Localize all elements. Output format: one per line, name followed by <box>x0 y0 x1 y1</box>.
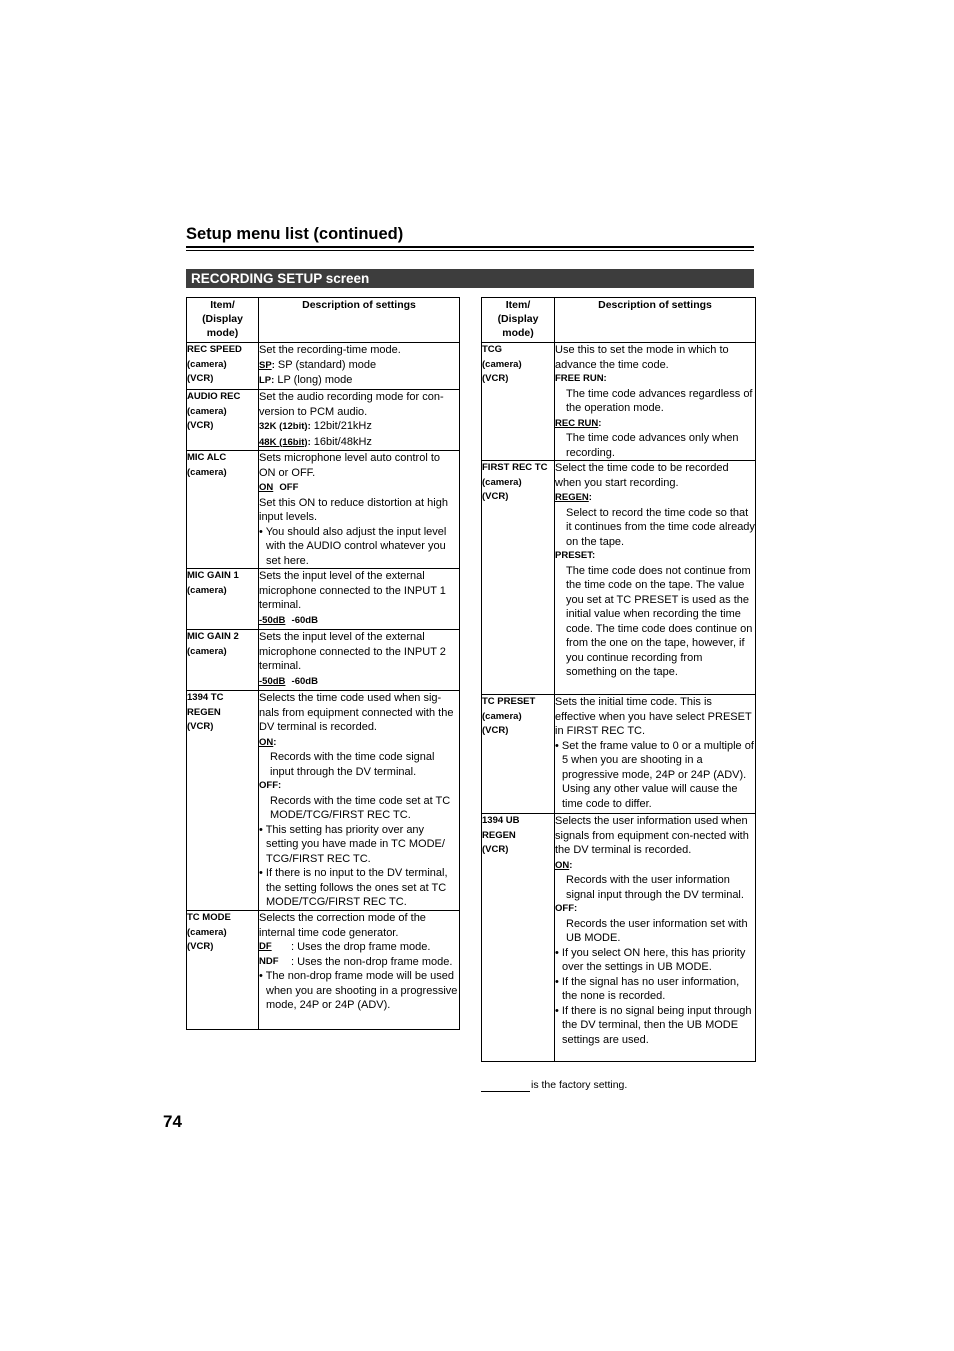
item-cell: TC MODE (camera) (VCR) <box>187 911 259 1030</box>
description-cell: Sets the input level of the external microphone connected to the INPUT 1 terminal. -50dB -60dB <box>259 569 460 630</box>
description-cell: Selects the user information used when signals from equipment con-nected with the DV terminal is recorded. ON: Records with the user information signal input through the DV terminal. OFF: Records the user information set with UB MODE. • If you select ON here, this has priority over the settings in UB MODE. • If the signal has no user information, the none is recorded. • If there is no signal being input through the DV terminal, then the UB MODE settings are used. <box>555 814 756 1062</box>
description-cell: Use this to set the mode in which to advance the time code. FREE RUN: The time code advances regardless of the operation mode. REC RUN: The time code advances only when recording. <box>555 343 756 461</box>
item-cell: MIC GAIN 1 (camera) <box>187 569 259 630</box>
description-cell: Selects the correction mode of the internal time code generator. DF : Uses the drop frame mode. NDF : Uses the non-drop frame mode. • The non-drop frame mode will be used when you are shooting in a progressive mode, 24P or 24P (ADV). <box>259 911 460 1030</box>
item-cell: TC PRESET (camera) (VCR) <box>482 695 555 814</box>
item-cell: 1394 UB REGEN (VCR) <box>482 814 555 1062</box>
table-row-tcg <box>482 343 756 461</box>
factory-setting-note: is the factory setting. <box>481 1078 627 1092</box>
settings-table-right <box>481 297 756 1062</box>
column-header-description: Description of settings <box>259 298 460 343</box>
description-cell: Selects the time code used when sig-nals from equipment connected with the DV terminal is recorded. ON: Records with the time code signal input through the DV terminal. OFF: Records with the time code set at TC MODE/TCG/FIRST REC TC. • This setting has priority over any setting you have made in TC MODE/ TCG/FIRST REC TC. • If there is no input to the DV terminal, the setting follows the ones set at TC MODE/TCG/FIRST REC TC. <box>259 691 460 911</box>
column-header-item: Item/ (Display mode) <box>482 298 555 343</box>
column-header-description: Description of settings <box>555 298 756 343</box>
table-row-mic-gain-2 <box>187 630 460 691</box>
description-cell: Set the audio recording mode for con-version to PCM audio. 32K (12bit): 12bit/21kHz 48K (16bit): 16bit/48kHz <box>259 390 460 451</box>
title-rule-thin <box>186 250 754 251</box>
table-row-audio-rec <box>187 390 460 451</box>
table-row-mic-alc <box>187 451 460 569</box>
table-row-1394-tc-regen <box>187 691 460 911</box>
item-cell: REC SPEED (camera) (VCR) <box>187 343 259 390</box>
description-cell: Sets the input level of the external microphone connected to the INPUT 2 terminal. -50dB -60dB <box>259 630 460 691</box>
item-cell: TCG (camera) (VCR) <box>482 343 555 461</box>
description-cell: Sets the initial time code. This is effective when you have select PRESET in FIRST REC TC. • Set the frame value to 0 or a multiple of 5 when you are shooting in a progressive mode, 24P or 24P (ADV). Using any other value will cause the time code to differ. <box>555 695 756 814</box>
settings-table-left <box>186 297 460 1030</box>
table-row-rec-speed <box>187 343 460 390</box>
table-row-tc-mode <box>187 911 460 1030</box>
item-cell: MIC ALC (camera) <box>187 451 259 569</box>
section-heading: RECORDING SETUP screen <box>186 269 754 288</box>
item-cell: FIRST REC TC (camera) (VCR) <box>482 461 555 695</box>
underline-sample <box>481 1080 530 1092</box>
column-header-item: Item/ (Display mode) <box>187 298 259 343</box>
table-row-mic-gain-1 <box>187 569 460 630</box>
description-cell: Sets microphone level auto control to ON or OFF. ON OFF Set this ON to reduce distortion at high input levels. • You should also adjust the input level with the AUDIO control whatever you set here. <box>259 451 460 569</box>
page-number: 74 <box>163 1112 182 1131</box>
table-header-row <box>187 298 460 343</box>
table-row-first-rec-tc <box>482 461 756 695</box>
description-cell: Select the time code to be recorded when you start recording. REGEN: Select to record the time code so that it continues from the time code already on the tape. PRESET: The time code does not continue from the time code on the tape. The value you set at TC PRESET is used as the initial value when recording the time code. The time code does continue on from the one on the tape, however, if you continue recording from something on the tape. <box>555 461 756 695</box>
description-cell: Set the recording-time mode. SP: SP (standard) mode LP: LP (long) mode <box>259 343 460 390</box>
item-cell: AUDIO REC (camera) (VCR) <box>187 390 259 451</box>
table-row-tc-preset <box>482 695 756 814</box>
table-header-row <box>482 298 756 343</box>
title-rule <box>186 246 754 248</box>
item-cell: 1394 TC REGEN (VCR) <box>187 691 259 911</box>
table-row-1394-ub-regen <box>482 814 756 1062</box>
page-title: Setup menu list (continued) <box>186 225 404 243</box>
item-cell: MIC GAIN 2 (camera) <box>187 630 259 691</box>
